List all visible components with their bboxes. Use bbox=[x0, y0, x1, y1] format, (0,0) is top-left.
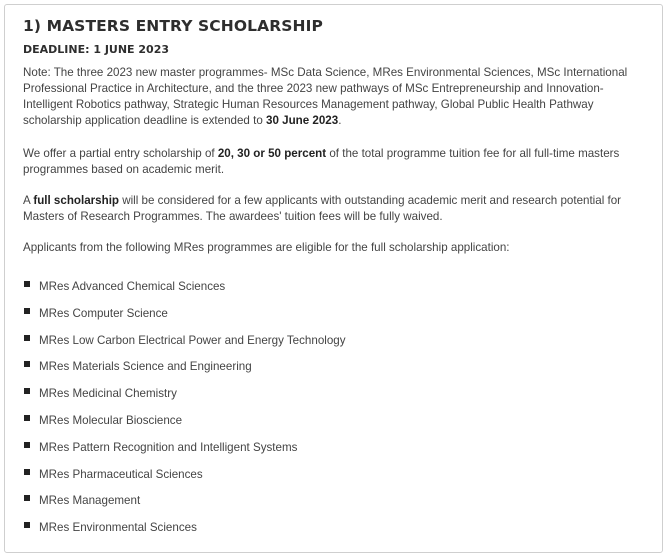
full-scholarship-paragraph bbox=[23, 193, 644, 225]
list-item bbox=[23, 493, 644, 520]
programme-name: MRes Materials Science and Engineering bbox=[39, 360, 252, 374]
square-bullet-icon bbox=[24, 361, 30, 367]
list-item bbox=[23, 413, 644, 440]
list-item bbox=[23, 306, 644, 333]
square-bullet-icon bbox=[24, 522, 30, 528]
list-item bbox=[23, 386, 644, 413]
list-item bbox=[23, 467, 644, 494]
square-bullet-icon bbox=[24, 281, 30, 287]
programme-name: MRes Advanced Chemical Sciences bbox=[39, 280, 226, 293]
note-text: Note: The three 2023 new master programmes- MSc Data Science, MRes Environmental Sciences, MSc International Professional Practice in Architecture, and the three 2023 new pathways of MSc Entrepreneurship and Innovation-Intelligent Robotics pathway, Strategic Human Resources Management pathway, Global Public Health Pathway scholarship application deadline is extended to bbox=[23, 66, 628, 127]
square-bullet-icon bbox=[24, 335, 30, 341]
full-before: A bbox=[23, 194, 34, 207]
programme-name: MRes Medicinal Chemistry bbox=[39, 387, 177, 401]
square-bullet-icon bbox=[24, 415, 30, 421]
square-bullet-icon bbox=[24, 442, 30, 448]
partial-scholarship-paragraph bbox=[23, 146, 644, 178]
partial-after: of the total programme tuition fee for all full-time masters programmes based on academic merit. bbox=[23, 147, 620, 176]
programme-name: MRes Pharmaceutical Sciences bbox=[39, 467, 203, 481]
programme-name: MRes Management bbox=[39, 494, 141, 508]
extended-deadline: 30 June 2023 bbox=[266, 114, 339, 127]
list-item bbox=[23, 520, 644, 547]
programme-name: MRes Environmental Sciences bbox=[39, 521, 197, 535]
section-title: 1) MASTERS ENTRY SCHOLARSHIP bbox=[23, 17, 323, 35]
list-item bbox=[23, 440, 644, 467]
programme-name: MRes Pattern Recognition and Intelligent Systems bbox=[39, 440, 298, 454]
square-bullet-icon bbox=[24, 469, 30, 475]
deadline-label: DEADLINE: 1 JUNE 2023 bbox=[23, 43, 170, 56]
note-paragraph bbox=[23, 65, 644, 129]
full-scholarship-term: full scholarship bbox=[33, 194, 120, 207]
square-bullet-icon bbox=[24, 308, 30, 314]
programme-name: MRes Computer Science bbox=[39, 306, 168, 320]
list-item bbox=[23, 333, 644, 360]
list-item bbox=[23, 279, 644, 306]
eligible-intro: Applicants from the following MRes programmes are eligible for the full scholarship application: bbox=[23, 241, 510, 254]
partial-percent: 20, 30 or 50 percent bbox=[217, 147, 327, 160]
square-bullet-icon bbox=[24, 495, 30, 501]
programme-list bbox=[23, 279, 644, 547]
programme-name: MRes Molecular Bioscience bbox=[39, 413, 183, 427]
scholarship-panel bbox=[4, 4, 663, 553]
programme-name: MRes Low Carbon Electrical Power and Energy Technology bbox=[39, 333, 346, 347]
partial-before: We offer a partial entry scholarship of bbox=[23, 147, 218, 160]
note-end: . bbox=[338, 114, 342, 127]
list-item bbox=[23, 359, 644, 386]
full-after: will be considered for a few applicants with outstanding academic merit and research potential for Masters of Research Programmes. The awardees' tuition fees will be fully waived. bbox=[23, 194, 622, 223]
square-bullet-icon bbox=[24, 388, 30, 394]
